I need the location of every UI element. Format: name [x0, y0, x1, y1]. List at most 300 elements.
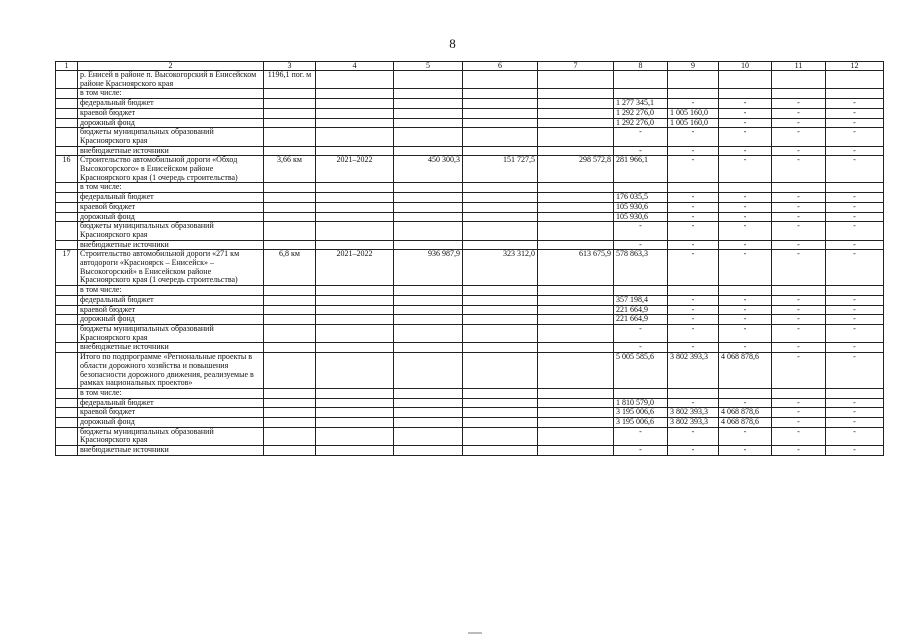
- table-cell: -: [826, 343, 884, 353]
- table-cell: [316, 193, 394, 203]
- scan-artifact: [468, 632, 482, 634]
- table-cell: -: [719, 446, 772, 456]
- table-cell: [316, 222, 394, 240]
- table-cell: -: [719, 99, 772, 109]
- table-cell: 221 664,9: [614, 305, 668, 315]
- table-cell: в том числе:: [78, 89, 264, 99]
- table-cell: [538, 295, 614, 305]
- table-cell: [668, 286, 719, 296]
- table-cell: [56, 193, 78, 203]
- table-cell: [668, 89, 719, 99]
- table-cell: [394, 305, 463, 315]
- table-row: [56, 353, 884, 389]
- table-cell: [394, 240, 463, 250]
- table-cell: -: [668, 398, 719, 408]
- table-cell: 298 572,8: [538, 156, 614, 183]
- table-cell: [463, 118, 538, 128]
- table-cell: [463, 418, 538, 428]
- table-cell: [264, 398, 316, 408]
- table-cell: [316, 388, 394, 398]
- table-cell: [394, 193, 463, 203]
- table-cell: дорожный фонд: [78, 212, 264, 222]
- table-cell: федеральный бюджет: [78, 398, 264, 408]
- table-cell: 151 727,5: [463, 156, 538, 183]
- column-header: 2: [78, 62, 264, 71]
- table-cell: [56, 427, 78, 445]
- table-cell: [316, 343, 394, 353]
- table-row: [56, 295, 884, 305]
- table-cell: [463, 212, 538, 222]
- table-cell: [264, 315, 316, 325]
- table-row: [56, 202, 884, 212]
- table-cell: [264, 212, 316, 222]
- table-cell: [463, 202, 538, 212]
- table-cell: [614, 71, 668, 89]
- table-cell: [316, 427, 394, 445]
- table-cell: [394, 398, 463, 408]
- table-cell: внебюджетные источники: [78, 446, 264, 456]
- table-cell: [316, 89, 394, 99]
- table-cell: -: [614, 324, 668, 342]
- table-cell: [668, 183, 719, 193]
- table-cell: -: [826, 193, 884, 203]
- table-cell: [394, 286, 463, 296]
- table-cell: -: [772, 353, 826, 389]
- table-cell: [264, 295, 316, 305]
- table-cell: -: [614, 240, 668, 250]
- table-cell: в том числе:: [78, 388, 264, 398]
- table-cell: [826, 183, 884, 193]
- table-cell: -: [719, 427, 772, 445]
- table-cell: -: [719, 343, 772, 353]
- table-cell: -: [668, 202, 719, 212]
- table-cell: -: [772, 418, 826, 428]
- table-cell: 1 810 579,0: [614, 398, 668, 408]
- table-cell: [826, 89, 884, 99]
- table-cell: -: [826, 324, 884, 342]
- table-cell: 3,66 км: [264, 156, 316, 183]
- table-cell: [56, 202, 78, 212]
- table-cell: [463, 183, 538, 193]
- column-header: 1: [56, 62, 78, 71]
- table-cell: [463, 398, 538, 408]
- column-header: 10: [719, 62, 772, 71]
- table-cell: -: [668, 99, 719, 109]
- table-cell: внебюджетные источники: [78, 240, 264, 250]
- page-number: 8: [449, 36, 456, 51]
- table-cell: [56, 118, 78, 128]
- table-cell: [264, 418, 316, 428]
- table-cell: -: [614, 427, 668, 445]
- table-cell: -: [772, 99, 826, 109]
- table-cell: [264, 89, 316, 99]
- table-cell: [316, 99, 394, 109]
- table-cell: [56, 324, 78, 342]
- table-row: [56, 446, 884, 456]
- table-cell: [394, 408, 463, 418]
- table-cell: [394, 146, 463, 156]
- table-cell: [394, 183, 463, 193]
- table-cell: -: [668, 240, 719, 250]
- table-row: [56, 146, 884, 156]
- table-header-row: [56, 62, 884, 71]
- table-cell: -: [719, 305, 772, 315]
- table-cell: [538, 408, 614, 418]
- table-cell: [394, 99, 463, 109]
- table-cell: [772, 286, 826, 296]
- table-cell: [463, 89, 538, 99]
- table-cell: -: [826, 353, 884, 389]
- table-cell: -: [826, 202, 884, 212]
- table-cell: [264, 128, 316, 146]
- table-cell: 1 292 276,0: [614, 118, 668, 128]
- table-cell: -: [772, 156, 826, 183]
- table-cell: -: [719, 240, 772, 250]
- table-cell: -: [668, 146, 719, 156]
- table-cell: [772, 89, 826, 99]
- table-cell: 105 930,6: [614, 212, 668, 222]
- table-row: [56, 71, 884, 89]
- table-cell: -: [772, 108, 826, 118]
- table-cell: -: [826, 99, 884, 109]
- table-cell: -: [772, 343, 826, 353]
- table-cell: [394, 128, 463, 146]
- table-row: [56, 108, 884, 118]
- table-cell: [56, 398, 78, 408]
- table-cell: [316, 315, 394, 325]
- table-cell: [56, 388, 78, 398]
- table-cell: 221 664,9: [614, 315, 668, 325]
- table-cell: федеральный бюджет: [78, 295, 264, 305]
- table-cell: -: [772, 212, 826, 222]
- table-cell: [316, 118, 394, 128]
- table-cell: 4 068 878,6: [719, 408, 772, 418]
- table-cell: -: [826, 408, 884, 418]
- table-row: [56, 398, 884, 408]
- table-cell: [316, 305, 394, 315]
- column-header: 8: [614, 62, 668, 71]
- table-cell: [538, 71, 614, 89]
- table-cell: краевой бюджет: [78, 108, 264, 118]
- table-cell: [56, 343, 78, 353]
- table-cell: федеральный бюджет: [78, 193, 264, 203]
- column-header: 12: [826, 62, 884, 71]
- table-cell: [264, 240, 316, 250]
- table-cell: -: [719, 146, 772, 156]
- table-cell: [463, 222, 538, 240]
- table-cell: -: [772, 193, 826, 203]
- table-cell: [614, 286, 668, 296]
- table-cell: [56, 71, 78, 89]
- table-cell: бюджеты муниципальных образований Красноярского края: [78, 324, 264, 342]
- table-cell: краевой бюджет: [78, 202, 264, 212]
- table-cell: [719, 183, 772, 193]
- table-cell: 5 005 585,6: [614, 353, 668, 389]
- column-header: 4: [316, 62, 394, 71]
- table-cell: 357 198,4: [614, 295, 668, 305]
- table-cell: -: [772, 222, 826, 240]
- table-cell: -: [772, 118, 826, 128]
- table-cell: [264, 99, 316, 109]
- table-cell: 3 802 393,3: [668, 408, 719, 418]
- table-row: [56, 240, 884, 250]
- table-cell: -: [826, 250, 884, 286]
- table-cell: -: [826, 295, 884, 305]
- table-cell: краевой бюджет: [78, 305, 264, 315]
- table-cell: [394, 324, 463, 342]
- table-cell: [56, 146, 78, 156]
- table-cell: [316, 324, 394, 342]
- table-cell: [264, 146, 316, 156]
- table-cell: [538, 388, 614, 398]
- table-cell: -: [668, 324, 719, 342]
- table-cell: [538, 183, 614, 193]
- table-row: [56, 128, 884, 146]
- table-cell: -: [826, 212, 884, 222]
- table-cell: [394, 353, 463, 389]
- table-cell: [316, 108, 394, 118]
- table-cell: [463, 324, 538, 342]
- table-row: [56, 388, 884, 398]
- table-cell: -: [826, 446, 884, 456]
- table-cell: [394, 212, 463, 222]
- column-header: 5: [394, 62, 463, 71]
- table-row: [56, 212, 884, 222]
- table-cell: 176 035,5: [614, 193, 668, 203]
- table-row: [56, 286, 884, 296]
- table-cell: [316, 446, 394, 456]
- table-cell: [316, 240, 394, 250]
- table-cell: [394, 71, 463, 89]
- table-row: [56, 315, 884, 325]
- table-cell: [394, 388, 463, 398]
- table-cell: -: [614, 128, 668, 146]
- table-cell: [264, 324, 316, 342]
- table-cell: [463, 71, 538, 89]
- table-cell: [316, 286, 394, 296]
- table-cell: -: [668, 446, 719, 456]
- table-cell: [463, 295, 538, 305]
- table-cell: [316, 183, 394, 193]
- table-cell: 2021–2022: [316, 250, 394, 286]
- table-cell: [826, 71, 884, 89]
- table-cell: -: [826, 222, 884, 240]
- table-cell: -: [826, 315, 884, 325]
- table-cell: -: [719, 212, 772, 222]
- table-cell: -: [826, 128, 884, 146]
- table-cell: -: [826, 118, 884, 128]
- table-cell: в том числе:: [78, 286, 264, 296]
- table-cell: -: [668, 427, 719, 445]
- table-cell: [264, 353, 316, 389]
- column-header: 7: [538, 62, 614, 71]
- table-row: [56, 408, 884, 418]
- table-cell: [56, 212, 78, 222]
- table-cell: [394, 418, 463, 428]
- table-cell: [538, 212, 614, 222]
- table-cell: 17: [56, 250, 78, 286]
- table-cell: [394, 315, 463, 325]
- table-cell: -: [719, 128, 772, 146]
- table-cell: [56, 353, 78, 389]
- table-cell: [264, 286, 316, 296]
- table-cell: [394, 108, 463, 118]
- table-cell: [264, 222, 316, 240]
- table-cell: [264, 183, 316, 193]
- table-cell: -: [668, 343, 719, 353]
- table-cell: [668, 71, 719, 89]
- table-cell: [614, 388, 668, 398]
- table-cell: -: [772, 202, 826, 212]
- table-cell: [56, 89, 78, 99]
- table-cell: 936 987,9: [394, 250, 463, 286]
- table-cell: [463, 408, 538, 418]
- table-cell: 613 675,9: [538, 250, 614, 286]
- table-cell: [772, 388, 826, 398]
- table-cell: -: [826, 156, 884, 183]
- table-cell: [463, 286, 538, 296]
- table-cell: [56, 222, 78, 240]
- table-cell: [463, 108, 538, 118]
- table-cell: [316, 398, 394, 408]
- table-cell: -: [719, 222, 772, 240]
- table-cell: 3 195 006,6: [614, 408, 668, 418]
- table-cell: [316, 128, 394, 146]
- table-cell: 105 930,6: [614, 202, 668, 212]
- table-cell: -: [668, 128, 719, 146]
- table-cell: -: [772, 146, 826, 156]
- table-cell: 6,8 км: [264, 250, 316, 286]
- table-cell: [719, 71, 772, 89]
- table-cell: [394, 446, 463, 456]
- table-row: [56, 418, 884, 428]
- table-cell: [719, 388, 772, 398]
- table-cell: 1196,1 пог. м: [264, 71, 316, 89]
- table-cell: р. Енисей в районе п. Высокогорский в Енисейском районе Красноярского края: [78, 71, 264, 89]
- table-cell: [538, 202, 614, 212]
- table-cell: [56, 418, 78, 428]
- table-row: [56, 99, 884, 109]
- table-cell: -: [668, 305, 719, 315]
- table-cell: [538, 315, 614, 325]
- table-cell: -: [772, 240, 826, 250]
- column-header: 9: [668, 62, 719, 71]
- table-cell: 281 966,1: [614, 156, 668, 183]
- table-cell: дорожный фонд: [78, 418, 264, 428]
- table-cell: Итого по подпрограмме «Региональные проекты в области дорожного хозяйства и повышения безопасности дорожного движения, реализуемые в рамках национальных проектов»: [78, 353, 264, 389]
- table-cell: -: [772, 446, 826, 456]
- table-cell: [538, 118, 614, 128]
- table-cell: [719, 89, 772, 99]
- table-cell: [394, 295, 463, 305]
- table-cell: [264, 446, 316, 456]
- table-cell: Строительство автомобильной дороги «271 км автодороги «Красноярск – Енисейск» – Высокогорский» в Енисейском районе Красноярского края (1 очередь строительства): [78, 250, 264, 286]
- table-cell: -: [719, 295, 772, 305]
- table-cell: -: [719, 156, 772, 183]
- table-cell: [463, 240, 538, 250]
- table-cell: [316, 212, 394, 222]
- table-cell: -: [772, 250, 826, 286]
- table-cell: [772, 183, 826, 193]
- table-cell: [316, 71, 394, 89]
- table-cell: [668, 388, 719, 398]
- table-cell: 1 005 160,0: [668, 118, 719, 128]
- table-cell: 3 195 006,6: [614, 418, 668, 428]
- table-cell: [538, 398, 614, 408]
- table-cell: -: [614, 343, 668, 353]
- table-cell: бюджеты муниципальных образований Красноярского края: [78, 222, 264, 240]
- table-cell: [56, 305, 78, 315]
- table-cell: [56, 286, 78, 296]
- table-cell: [264, 118, 316, 128]
- table-cell: -: [719, 108, 772, 118]
- table-cell: в том числе:: [78, 183, 264, 193]
- table-cell: [56, 315, 78, 325]
- table-cell: [56, 128, 78, 146]
- table-cell: 1 277 345,1: [614, 99, 668, 109]
- table-cell: [264, 408, 316, 418]
- table-cell: [316, 353, 394, 389]
- table-cell: -: [668, 222, 719, 240]
- table-cell: 4 068 878,6: [719, 353, 772, 389]
- table-cell: -: [772, 315, 826, 325]
- table-cell: [463, 343, 538, 353]
- table-cell: [463, 128, 538, 146]
- table-row: [56, 118, 884, 128]
- table-cell: -: [826, 305, 884, 315]
- table-cell: [463, 315, 538, 325]
- table-row: [56, 222, 884, 240]
- table-cell: [394, 343, 463, 353]
- table-cell: -: [826, 108, 884, 118]
- table-cell: [463, 193, 538, 203]
- table-cell: -: [772, 427, 826, 445]
- table-cell: [538, 446, 614, 456]
- table-cell: [316, 202, 394, 212]
- table-cell: 450 300,3: [394, 156, 463, 183]
- table-cell: -: [668, 315, 719, 325]
- table-row: [56, 324, 884, 342]
- table-cell: [56, 108, 78, 118]
- table-cell: [719, 286, 772, 296]
- table-cell: -: [772, 128, 826, 146]
- table-cell: [56, 446, 78, 456]
- table-cell: [538, 305, 614, 315]
- table-cell: [463, 427, 538, 445]
- table-cell: -: [668, 156, 719, 183]
- table-cell: бюджеты муниципальных образований Красноярского края: [78, 427, 264, 445]
- table-cell: [614, 89, 668, 99]
- table-row: [56, 183, 884, 193]
- table-cell: [538, 427, 614, 445]
- table-cell: [538, 286, 614, 296]
- table-cell: [316, 408, 394, 418]
- table-cell: -: [668, 212, 719, 222]
- table-cell: -: [668, 250, 719, 286]
- table-cell: [463, 305, 538, 315]
- table-cell: [463, 146, 538, 156]
- table-cell: [316, 418, 394, 428]
- table-cell: -: [668, 295, 719, 305]
- table-cell: 16: [56, 156, 78, 183]
- table-cell: -: [719, 398, 772, 408]
- table-body: [56, 71, 884, 456]
- table-cell: [394, 222, 463, 240]
- table-cell: 3 802 393,3: [668, 353, 719, 389]
- table-row: [56, 193, 884, 203]
- table-cell: [56, 183, 78, 193]
- table-cell: [394, 202, 463, 212]
